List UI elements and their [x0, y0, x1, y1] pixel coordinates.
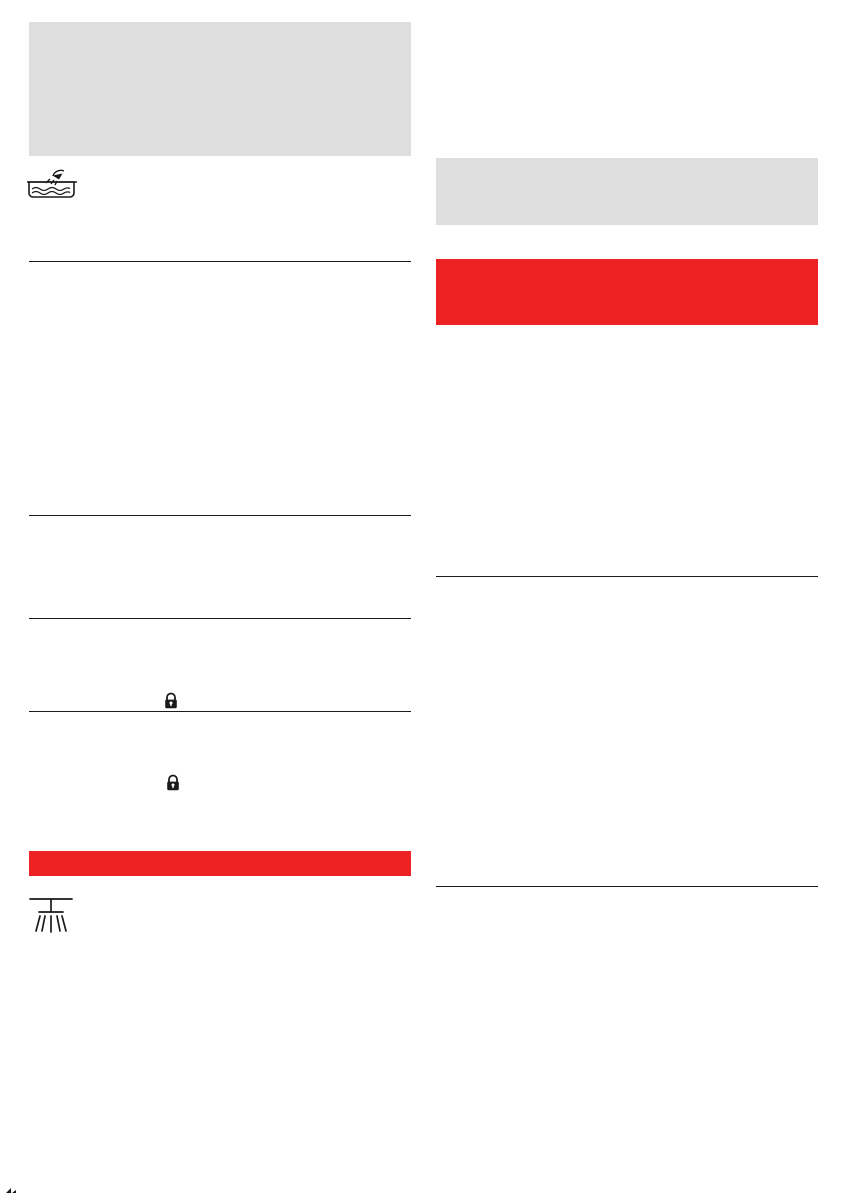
- left-divider-2: [29, 515, 411, 516]
- left-gray-panel: [29, 22, 411, 156]
- left-red-banner: [29, 851, 411, 876]
- left-divider-3: [29, 618, 411, 619]
- tap-shower-spray-icon: [26, 890, 82, 936]
- shower-over-bath-icon: [26, 168, 78, 198]
- right-divider-1: [436, 576, 818, 577]
- right-red-banner: [436, 259, 818, 325]
- right-gray-panel: [436, 158, 818, 225]
- right-divider-2: [436, 886, 818, 887]
- left-divider-1: [29, 261, 411, 262]
- page-corner-mark: [6, 1181, 16, 1189]
- lock-icon-2: [164, 774, 182, 797]
- left-divider-4: [29, 711, 411, 712]
